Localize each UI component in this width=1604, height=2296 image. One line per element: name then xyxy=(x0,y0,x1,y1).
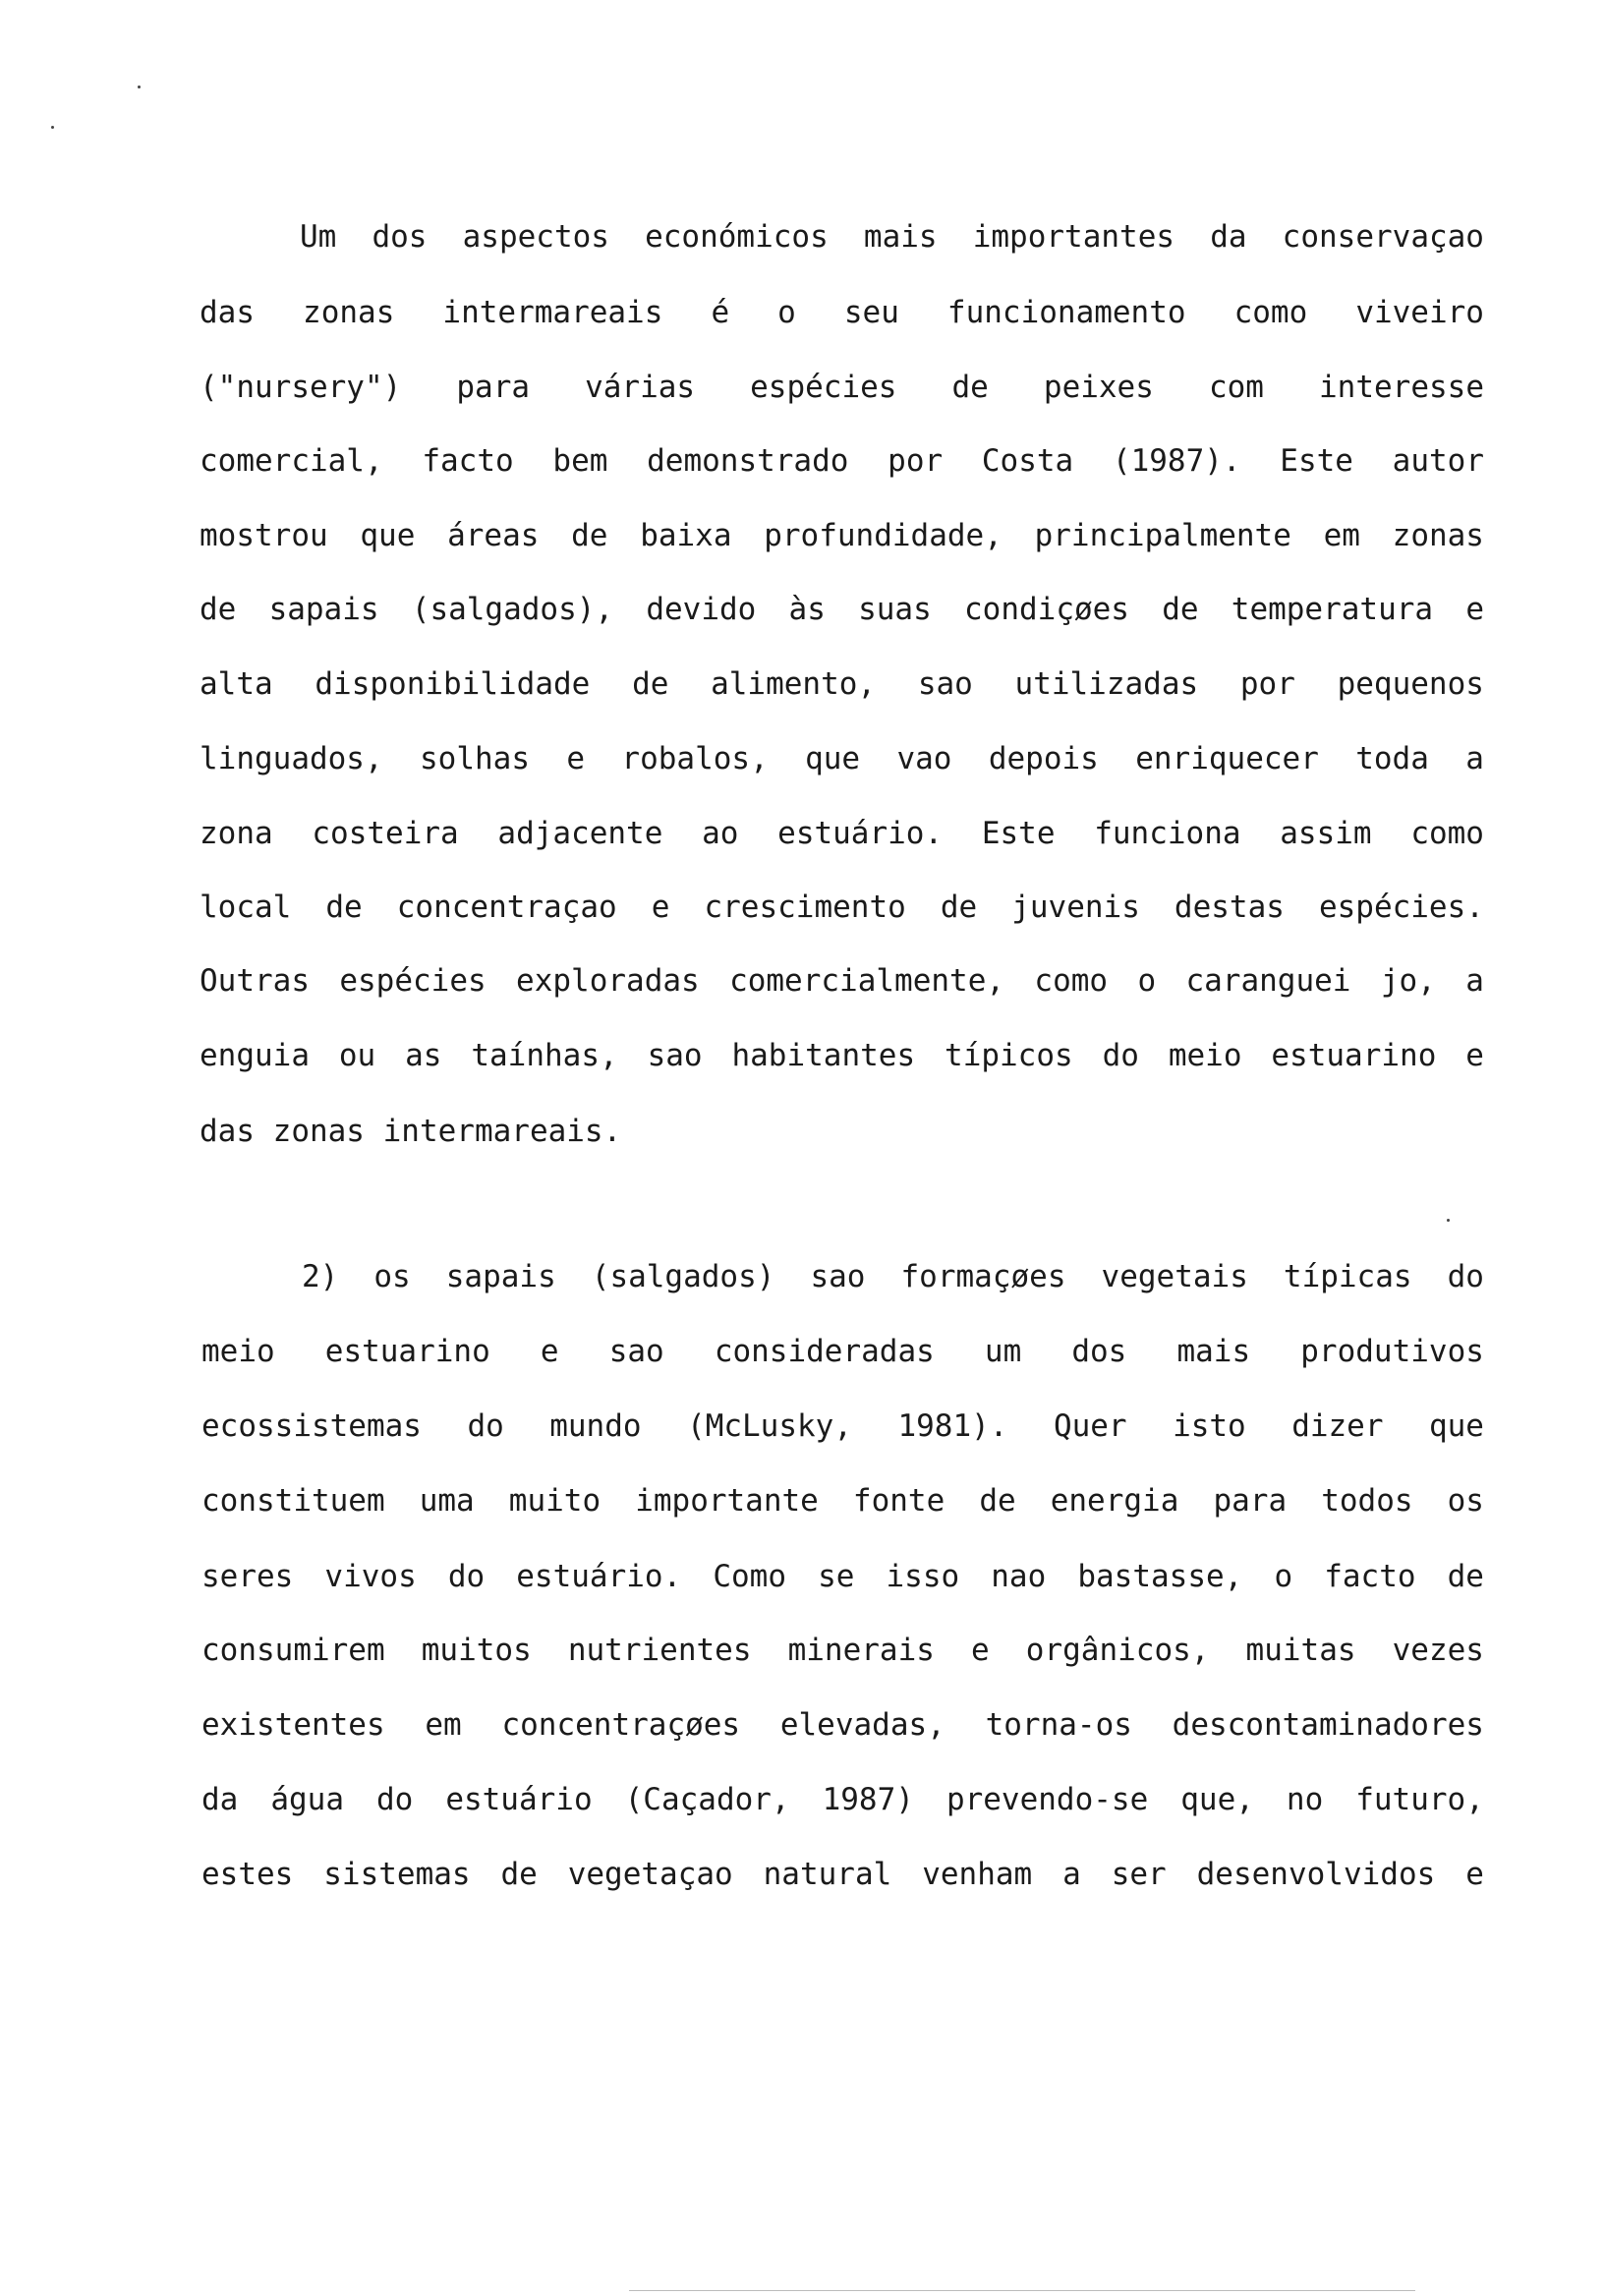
word: concentraçao xyxy=(396,890,617,925)
word: Como xyxy=(713,1559,786,1594)
word: toda xyxy=(1355,741,1429,776)
word: zonas xyxy=(303,295,395,330)
word: que, xyxy=(1180,1782,1254,1817)
word: estuarino xyxy=(324,1334,490,1369)
word: vegetais xyxy=(1101,1259,1248,1294)
word: jo, xyxy=(1380,963,1436,999)
word: exploradas xyxy=(516,963,700,999)
word: zona xyxy=(200,816,273,851)
word: interesse xyxy=(1319,370,1484,405)
word: da xyxy=(201,1782,239,1817)
word: taínhas, xyxy=(471,1038,618,1073)
word: meio xyxy=(1168,1038,1242,1073)
word: alta xyxy=(200,666,273,702)
text-line: das zonas intermareais. xyxy=(200,1114,622,1149)
word: fonte xyxy=(852,1483,945,1519)
text-line xyxy=(200,590,1484,629)
text-line xyxy=(201,1631,1484,1670)
word: e xyxy=(651,890,670,925)
word: meio xyxy=(201,1334,275,1369)
word: destas xyxy=(1174,890,1285,925)
word: a xyxy=(1465,963,1484,999)
scan-speck xyxy=(51,126,54,129)
word: de xyxy=(632,666,669,702)
word: que xyxy=(1428,1408,1484,1444)
word: mostrou xyxy=(200,518,328,553)
scan-speck xyxy=(1447,1219,1450,1222)
word: (McLusky, xyxy=(687,1408,853,1444)
word: orgânicos, xyxy=(1025,1633,1210,1668)
word: todos xyxy=(1321,1483,1413,1519)
text-line xyxy=(200,739,1484,778)
word: ecossistemas xyxy=(201,1408,422,1444)
word: principalmente xyxy=(1034,518,1291,553)
word: do xyxy=(1102,1038,1139,1073)
word: com xyxy=(1208,370,1264,405)
text-line xyxy=(200,961,1484,1001)
word: várias xyxy=(585,370,696,405)
text-line xyxy=(200,368,1484,407)
word: intermareais xyxy=(442,295,663,330)
word: isto xyxy=(1173,1408,1246,1444)
word: energia xyxy=(1050,1483,1179,1519)
word: caranguei xyxy=(1185,963,1351,999)
word: vezes xyxy=(1392,1633,1484,1668)
word: temperatura xyxy=(1231,592,1434,627)
word: (1987). xyxy=(1112,443,1241,479)
word: de xyxy=(325,890,363,925)
text-line xyxy=(300,217,1484,257)
word: comercial, xyxy=(200,443,383,479)
word: existentes xyxy=(201,1707,385,1743)
text-line xyxy=(201,1406,1484,1446)
word: de xyxy=(1162,592,1199,627)
word: sao xyxy=(608,1334,664,1369)
word: típicas xyxy=(1283,1259,1412,1294)
word: que xyxy=(360,518,416,553)
word: solhas xyxy=(420,741,530,776)
word: espécies xyxy=(750,370,897,405)
word: muitas xyxy=(1245,1633,1356,1668)
word: do xyxy=(1447,1259,1484,1294)
text-line xyxy=(200,888,1484,927)
word: as xyxy=(405,1038,442,1073)
text-line xyxy=(201,1332,1484,1371)
word: os xyxy=(1447,1483,1484,1519)
text-line xyxy=(201,1780,1484,1819)
word: consumirem xyxy=(201,1633,385,1668)
word: enguia xyxy=(200,1038,310,1073)
word: sistemas xyxy=(323,1857,471,1892)
word: estuário xyxy=(445,1782,593,1817)
word: às xyxy=(788,592,826,627)
scan-speck xyxy=(138,86,141,88)
word: muitos xyxy=(421,1633,532,1668)
word: do xyxy=(467,1408,504,1444)
word: bem xyxy=(552,443,608,479)
word: mais xyxy=(863,219,938,255)
word: vegetaçao xyxy=(567,1857,733,1892)
word: elevadas, xyxy=(779,1707,945,1743)
word: Um xyxy=(300,219,337,255)
word: do xyxy=(447,1559,486,1594)
text-line xyxy=(200,814,1484,853)
word: estuarino xyxy=(1271,1038,1437,1073)
word: por xyxy=(1239,666,1295,702)
word: típicos xyxy=(945,1038,1073,1073)
word: económicos xyxy=(645,219,829,255)
word: o xyxy=(777,295,796,330)
word: em xyxy=(425,1707,462,1743)
word: concentraçøes xyxy=(501,1707,741,1743)
word: de xyxy=(500,1857,538,1892)
word: facto xyxy=(422,443,514,479)
text-line xyxy=(200,516,1484,555)
word: futuro, xyxy=(1355,1782,1484,1817)
word: espécies xyxy=(339,963,487,999)
word: 1987) xyxy=(822,1782,914,1817)
word: utilizadas xyxy=(1014,666,1199,702)
word: robalos, xyxy=(621,741,769,776)
word: comercialmente, xyxy=(729,963,1005,999)
word: do xyxy=(375,1782,414,1817)
word: das xyxy=(200,295,255,330)
word: torna-os xyxy=(985,1707,1132,1743)
word: de xyxy=(1447,1559,1484,1594)
word: áreas xyxy=(447,518,540,553)
word: e xyxy=(566,741,586,776)
word: que xyxy=(805,741,861,776)
word: local xyxy=(200,890,292,925)
word: juvenis xyxy=(1011,890,1140,925)
text-line xyxy=(201,1705,1484,1745)
word: e xyxy=(1465,1857,1484,1892)
word: muito xyxy=(508,1483,602,1519)
word: consideradas xyxy=(714,1334,935,1369)
word: (salgados), xyxy=(411,592,614,627)
text-line xyxy=(201,1855,1484,1894)
word: sao xyxy=(810,1259,866,1294)
word: em xyxy=(1323,518,1360,553)
word: 1981). xyxy=(897,1408,1008,1444)
word: produtivos xyxy=(1300,1334,1484,1369)
word: como xyxy=(1233,295,1308,330)
word: bastasse, xyxy=(1077,1559,1243,1594)
word: ("nursery") xyxy=(200,370,402,405)
word: estuário. xyxy=(516,1559,682,1594)
word: pequenos xyxy=(1337,666,1484,702)
word: ser xyxy=(1111,1857,1167,1892)
word: facto xyxy=(1324,1559,1416,1594)
word: água xyxy=(270,1782,344,1817)
word: autor xyxy=(1392,443,1484,479)
word: no xyxy=(1286,1782,1324,1817)
word: devido xyxy=(646,592,757,627)
word: mundo xyxy=(549,1408,642,1444)
word: disponibilidade xyxy=(315,666,591,702)
word: natural xyxy=(763,1857,892,1892)
word: adjacente xyxy=(497,816,663,851)
word: ao xyxy=(702,816,739,851)
word: sapais xyxy=(268,592,379,627)
word: nao xyxy=(991,1559,1047,1594)
word: de xyxy=(951,370,989,405)
word: mais xyxy=(1176,1334,1251,1369)
word: funciona xyxy=(1094,816,1241,851)
word: sapais xyxy=(445,1259,556,1294)
word: costeira xyxy=(312,816,459,851)
word: dos xyxy=(372,219,428,255)
word: sao xyxy=(917,666,973,702)
word: uma xyxy=(419,1483,475,1519)
word: venham xyxy=(922,1857,1033,1892)
word: e xyxy=(1465,1038,1484,1073)
scan-edge-mark xyxy=(629,2290,1415,2291)
word: de xyxy=(940,890,978,925)
word: a xyxy=(1062,1857,1081,1892)
word: habitantes xyxy=(731,1038,916,1073)
word: crescimento xyxy=(704,890,906,925)
word: prevendo-se xyxy=(945,1782,1149,1817)
word: Este xyxy=(981,816,1056,851)
word: é xyxy=(711,295,730,330)
word: estuário. xyxy=(777,816,944,851)
word: os xyxy=(373,1259,411,1294)
word: minerais xyxy=(787,1633,935,1668)
word: depois xyxy=(988,741,1099,776)
text-line xyxy=(302,1257,1484,1296)
word: para xyxy=(1213,1483,1288,1519)
word: a xyxy=(1465,741,1484,776)
text-line xyxy=(201,1557,1484,1596)
text-line xyxy=(200,293,1484,332)
word: profundidade, xyxy=(764,518,1002,553)
word: 2) xyxy=(302,1259,339,1294)
word: e xyxy=(540,1334,559,1369)
word: formaçøes xyxy=(900,1259,1066,1294)
text-line xyxy=(200,1036,1484,1075)
word: da xyxy=(1210,219,1247,255)
word: dos xyxy=(1071,1334,1127,1369)
word: seu xyxy=(843,295,899,330)
word: e xyxy=(971,1633,990,1668)
word: peixes xyxy=(1043,370,1154,405)
word: importantes xyxy=(972,219,1175,255)
word: importante xyxy=(635,1483,819,1519)
word: assim xyxy=(1280,816,1372,851)
word: ou xyxy=(338,1038,376,1073)
word: o xyxy=(1137,963,1157,999)
word: suas xyxy=(858,592,932,627)
word: e xyxy=(1465,592,1484,627)
word: Este xyxy=(1280,443,1353,479)
word: o xyxy=(1274,1559,1293,1594)
word: nutrientes xyxy=(567,1633,752,1668)
word: de xyxy=(979,1483,1016,1519)
word: baixa xyxy=(640,518,732,553)
word: Outras xyxy=(200,963,310,999)
word: vivos xyxy=(324,1559,417,1594)
word: espécies. xyxy=(1318,890,1484,925)
word: para xyxy=(456,370,531,405)
word: (Caçador, xyxy=(624,1782,790,1817)
word: alimento, xyxy=(711,666,877,702)
word: desenvolvidos xyxy=(1196,1857,1436,1892)
word: se xyxy=(818,1559,855,1594)
word: zonas xyxy=(1392,518,1484,553)
word: (salgados) xyxy=(591,1259,775,1294)
word: conservaçao xyxy=(1282,219,1484,255)
word: sao xyxy=(647,1038,703,1073)
word: constituem xyxy=(201,1483,385,1519)
word: Costa xyxy=(981,443,1074,479)
text-line xyxy=(200,664,1484,704)
word: como xyxy=(1034,963,1109,999)
word: aspectos xyxy=(462,219,609,255)
word: enriquecer xyxy=(1135,741,1319,776)
text-line xyxy=(201,1481,1484,1521)
word: linguados, xyxy=(200,741,383,776)
word: viveiro xyxy=(1355,295,1484,330)
word: seres xyxy=(201,1559,294,1594)
word: como xyxy=(1410,816,1484,851)
word: por xyxy=(888,443,944,479)
word: um xyxy=(984,1334,1022,1369)
word: estes xyxy=(201,1857,294,1892)
word: de xyxy=(200,592,237,627)
word: Quer xyxy=(1053,1408,1127,1444)
word: funcionamento xyxy=(946,295,1186,330)
word: condiçøes xyxy=(964,592,1129,627)
word: dizer xyxy=(1291,1408,1384,1444)
word: descontaminadores xyxy=(1172,1707,1484,1743)
word: demonstrado xyxy=(647,443,849,479)
word: vao xyxy=(896,741,952,776)
word: isso xyxy=(886,1559,960,1594)
text-line xyxy=(200,441,1484,481)
word: de xyxy=(571,518,608,553)
